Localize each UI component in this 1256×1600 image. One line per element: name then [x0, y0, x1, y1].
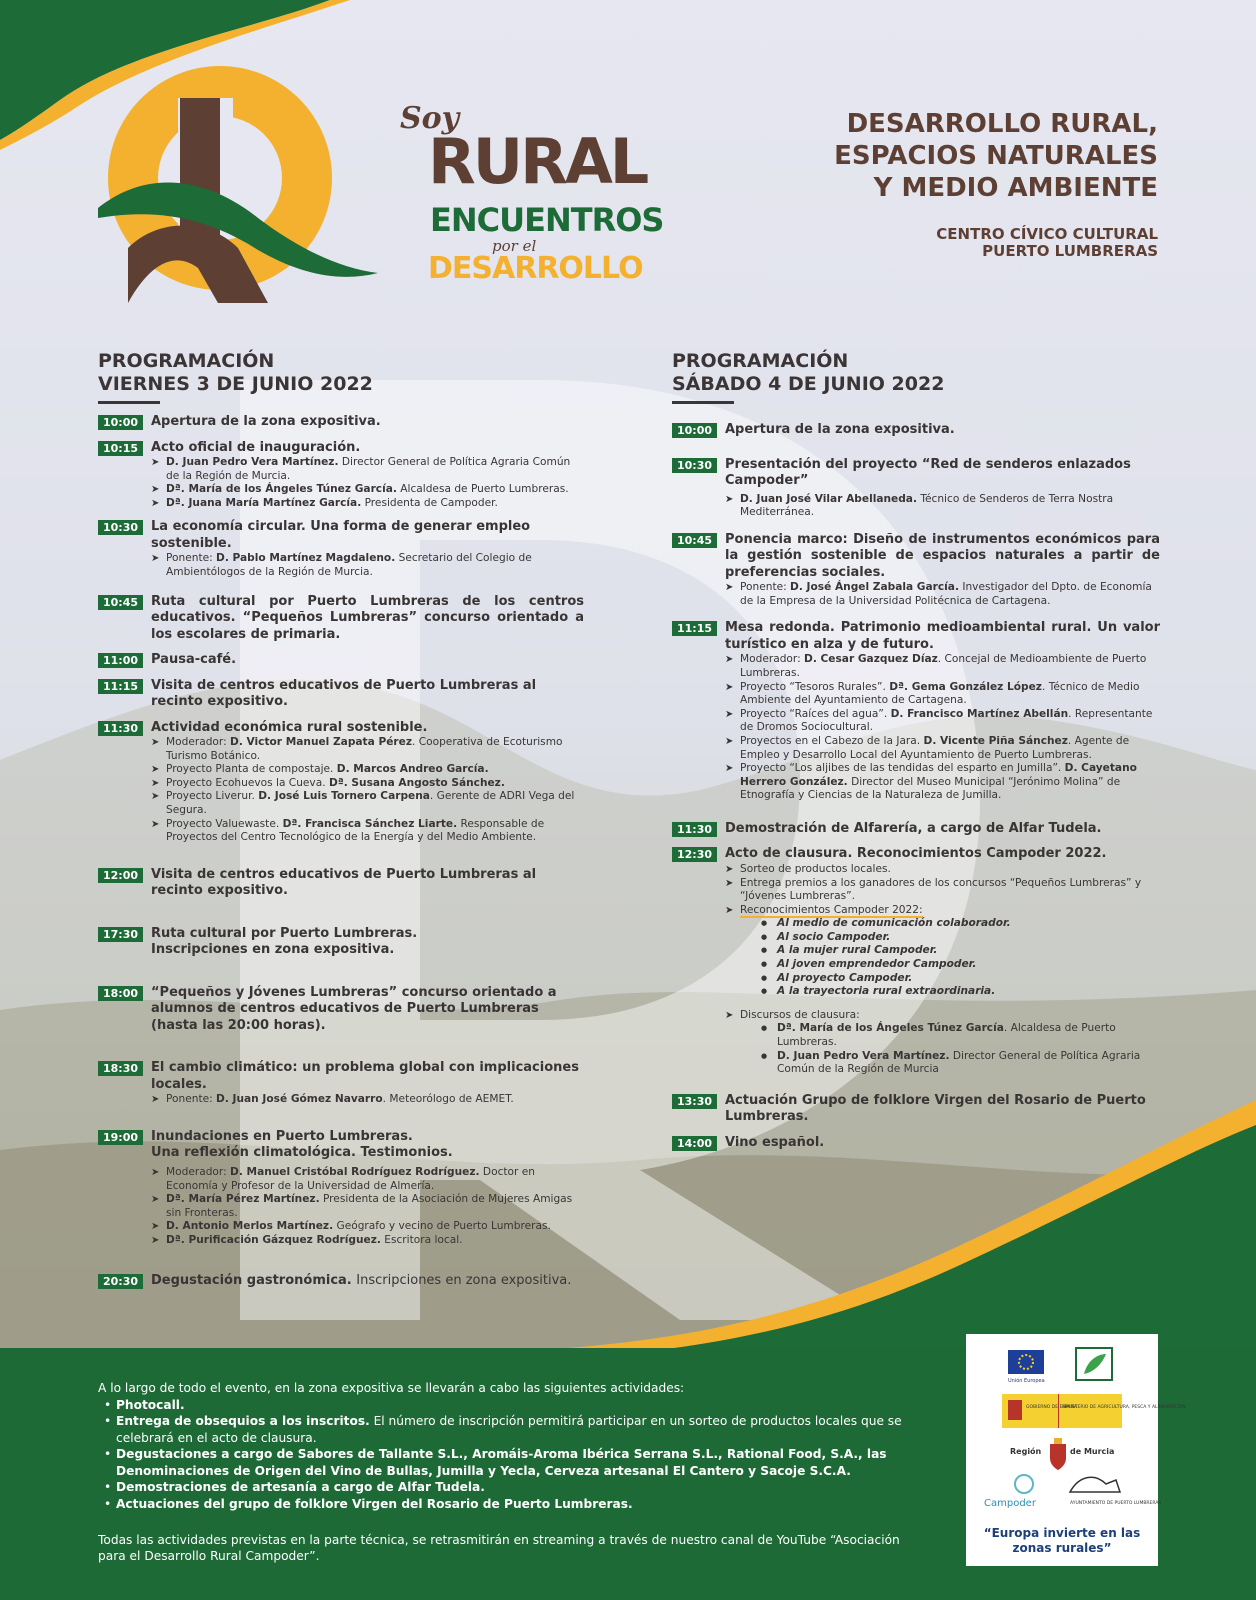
time-badge: 10:15	[98, 441, 143, 456]
campoder-label: Campoder	[984, 1498, 1036, 1509]
soy-rural-brand	[400, 88, 670, 288]
speaker: ➤ Ponente: D. José Ángel Zabala García. Investigador del Dpto. de Economía de la Empresa de la Universidad Politécnica de Cartagena.	[725, 581, 1160, 608]
recognitions-label: ➤ Reconocimientos Campoder 2022:	[725, 904, 1160, 918]
time-badge: 18:30	[98, 1061, 143, 1076]
friday-program	[98, 350, 584, 1299]
speaker: ➤ Proyecto “Tesoros Rurales”. Dª. Gema González López. Técnico de Medio Ambiente del Ayuntamiento de Cartagena.	[725, 681, 1160, 708]
slot-title: Visita de centros educativos de Puerto Lumbreras al recinto expositivo.	[151, 866, 537, 899]
campoder-r-logo	[98, 78, 388, 308]
speaker: ➤ Proyecto Liverur. D. José Luis Tornero Carpena. Gerente de ADRI Vega del Segura.	[151, 790, 584, 817]
speaker: ➤ Proyecto Ecohuevos la Cueva. Dª. Susana Angosto Sánchez.	[151, 777, 584, 791]
slot-sat-1115	[672, 620, 1160, 803]
europe-slogan: “Europa invierte en las zonas rurales”	[983, 1526, 1141, 1555]
streaming-note: Todas las actividades previstas en la parte técnica, se retrasmitirán en streaming a través de nuestro canal de YouTube “Asociación para el Desarrollo Rural Campoder”.	[98, 1533, 900, 1563]
slot-fri-1100	[98, 652, 584, 669]
slot-title: Ruta cultural por Puerto Lumbreras de los centros educativos. “Pequeños Lumbreras” concurso orientado a los escolares de primaria.	[151, 593, 584, 642]
slot-title: Ruta cultural por Puerto Lumbreras.	[151, 925, 418, 941]
speaker: ➤ Proyecto “Raíces del agua”. D. Francisco Martínez Abellán. Representante de Dromos Sociocultural.	[725, 708, 1160, 735]
gov-label: GOBIERNO DE ESPAÑA	[1026, 1405, 1078, 1410]
time-badge: 19:00	[98, 1130, 143, 1145]
title-rule	[98, 401, 160, 404]
slot-sat-1400	[672, 1135, 1160, 1152]
brand-soy: Soy	[400, 101, 460, 136]
time-badge: 10:30	[98, 520, 143, 535]
slot-title: Inundaciones en Puerto Lumbreras.	[151, 1128, 413, 1144]
speech-item: ● D. Juan Pedro Vera Martínez. Director General de Política Agraria Común de la Región de Murcia	[725, 1050, 1160, 1077]
slot-title: Mesa redonda. Patrimonio medioambiental rural. Un valor turístico en alza y de futuro.	[725, 620, 1160, 652]
slot-fri-1030	[98, 519, 584, 579]
award-item: ● Al medio de comunicación colaborador.	[725, 917, 1160, 931]
speaker: ➤ Proyecto Valuewaste. Dª. Francisca Sánchez Liarte. Responsable de Proyectos del Centro Tecnológico de la Energía y del Medio Ambiente.	[151, 818, 584, 845]
activity-item: • Photocall.	[98, 1397, 928, 1414]
brand-por-el: por el	[492, 237, 537, 255]
region-label-b: de Murcia	[1070, 1447, 1115, 1456]
time-badge: 11:30	[672, 822, 717, 837]
time-badge: 20:30	[98, 1274, 143, 1289]
speaker: ➤ Proyecto Planta de compostaje. D. Marcos Andreo García.	[151, 763, 584, 777]
slot-title: Apertura de la zona expositiva.	[151, 414, 381, 429]
award-item: ● Al proyecto Campoder.	[725, 972, 1160, 986]
time-badge: 12:00	[98, 868, 143, 883]
time-badge: 11:30	[98, 721, 143, 736]
slot-title: Degustación gastronómica.	[151, 1273, 352, 1289]
slot-sat-1330	[672, 1093, 1160, 1126]
speeches-label: ➤ Discursos de clausura:	[725, 1009, 1160, 1023]
speaker: ➤ Ponente: D. Pablo Martínez Magdaleno. Secretario del Colegio de Ambientólogos de la Región de Murcia.	[151, 552, 584, 579]
slot-title: Apertura de la zona expositiva.	[725, 422, 955, 437]
time-badge: 13:30	[672, 1094, 717, 1109]
slot-title: Actuación Grupo de folklore Virgen del Rosario de Puerto Lumbreras.	[725, 1092, 1146, 1125]
slot-title: Actividad económica rural sostenible.	[151, 719, 428, 735]
region-label-a: Región	[1010, 1447, 1042, 1456]
time-badge: 14:00	[672, 1136, 717, 1151]
eu-flag-icon	[1008, 1350, 1044, 1374]
saturday-date: SÁBADO 4 DE JUNIO 2022	[672, 373, 945, 395]
campoder-icon	[1015, 1475, 1033, 1493]
slot-title: Presentación del proyecto “Red de senderos enlazados Campoder”	[725, 456, 1131, 488]
venue: CENTRO CÍVICO CULTURAL PUERTO LUMBRERAS	[936, 225, 1158, 260]
slot-fri-1045	[98, 594, 584, 644]
speaker: ➤ Dª. Juana María Martínez García. Presidenta de Campoder.	[151, 497, 584, 511]
slot-fri-1000	[98, 414, 584, 431]
slot-sat-1230	[672, 846, 1160, 1076]
saturday-title: PROGRAMACIÓN	[672, 350, 849, 372]
award-item: ● Al socio Campoder.	[725, 931, 1160, 945]
activity-item: • Entrega de obsequios a los inscritos. El número de inscripción permitirá participar en un sorteo de productos locales que se celebrará en el acto de clausura.	[98, 1413, 928, 1446]
slot-fri-1830	[98, 1060, 584, 1107]
speaker: ➤ D. Antonio Merlos Martínez. Geógrafo y vecino de Puerto Lumbreras.	[151, 1220, 584, 1234]
title-rule	[672, 401, 734, 404]
speaker: ➤ Dª. Purificación Gázquez Rodríguez. Escritora local.	[151, 1234, 584, 1248]
time-badge: 11:00	[98, 653, 143, 668]
speaker: ➤ Proyectos en el Cabezo de la Jara. D. Vicente Piña Sánchez. Agente de Empleo y Desarrollo Local del Ayuntamiento de Puerto Lumbreras.	[725, 735, 1160, 762]
speaker: ➤ Dª. María de los Ángeles Túnez García. Alcaldesa de Puerto Lumbreras.	[151, 483, 584, 497]
time-badge: 10:00	[98, 415, 143, 430]
award-item: ● A la mujer rural Campoder.	[725, 944, 1160, 958]
headline-title: DESARROLLO RURAL, ESPACIOS NATURALES Y MEDIO AMBIENTE	[834, 109, 1158, 203]
slot-sat-1130	[672, 821, 1160, 838]
slot-subtitle: Inscripciones en zona expositiva.	[151, 942, 395, 958]
brand-desarrollo: DESARROLLO	[428, 251, 643, 286]
activities-intro: A lo largo de todo el evento, en la zona expositiva se llevarán a cabo las siguientes actividades:	[98, 1381, 685, 1395]
speaker: ➤ Moderador: D. Manuel Cristóbal Rodríguez Rodríguez. Doctor en Economía y Profesor de la Universidad de Almería.	[151, 1166, 584, 1193]
time-badge: 12:30	[672, 847, 717, 862]
slot-title: La economía circular. Una forma de generar empleo sostenible.	[151, 519, 531, 551]
time-badge: 11:15	[672, 621, 717, 636]
slot-sat-1030	[672, 457, 1160, 520]
spain-government-icon	[1002, 1394, 1122, 1428]
slot-title: Acto oficial de inauguración.	[151, 439, 361, 455]
time-badge: 11:15	[98, 679, 143, 694]
slot-subtitle: Inscripciones en zona expositiva.	[356, 1273, 572, 1289]
time-badge: 10:00	[672, 423, 717, 438]
slot-fri-1130	[98, 720, 584, 845]
activity-item: • Actuaciones del grupo de folklore Virgen del Rosario de Puerto Lumbreras.	[98, 1496, 928, 1513]
activity-item: • Demostraciones de artesanía a cargo de Alfar Tudela.	[98, 1479, 928, 1496]
slot-title: “Pequeños y Jóvenes Lumbreras” concurso orientado a alumnos de centros educativos de Puerto Lumbreras (hasta las 20:00 horas).	[151, 984, 557, 1033]
sponsor-logos	[966, 1334, 1186, 1566]
ayto-label: AYUNTAMIENTO DE PUERTO LUMBRERAS	[1070, 1501, 1162, 1506]
time-badge: 17:30	[98, 927, 143, 942]
speaker: ➤ D. Juan Pedro Vera Martínez. Director General de Política Agraria Común de la Región de Murcia.	[151, 456, 584, 483]
slot-title: Demostración de Alfarería, a cargo de Alfar Tudela.	[725, 820, 1102, 836]
award-item: ● Al joven emprendedor Campoder.	[725, 958, 1160, 972]
slot-fri-1900	[98, 1129, 584, 1248]
slot-fri-1730	[98, 926, 584, 959]
time-badge: 10:45	[672, 533, 717, 548]
time-badge: 10:45	[98, 595, 143, 610]
closing-item: ➤ Sorteo de productos locales.	[725, 863, 1160, 877]
speech-item: ● Dª. María de los Ángeles Túnez García. Alcaldesa de Puerto Lumbreras.	[725, 1022, 1160, 1049]
time-badge: 10:30	[672, 458, 717, 473]
speaker: ➤ Dª. María Pérez Martínez. Presidenta de la Asociación de Mujeres Amigas sin Fronteras.	[151, 1193, 584, 1220]
slot-title: Vino español.	[725, 1134, 825, 1150]
slot-title: Acto de clausura. Reconocimientos Campoder 2022.	[725, 846, 1107, 862]
friday-title: PROGRAMACIÓN	[98, 350, 275, 372]
slot-fri-2030	[98, 1273, 584, 1290]
closing-item: ➤ Entrega premios a los ganadores de los concursos “Pequeños Lumbreras” y “Jóvenes Lumbreras”.	[725, 877, 1160, 904]
slot-fri-1200	[98, 867, 584, 900]
slot-fri-1115	[98, 678, 584, 711]
slot-fri-1800	[98, 985, 584, 1035]
activity-item: • Degustaciones a cargo de Sabores de Tallante S.L., Aromáis-Aroma Ibérica Serrana S.L., Rational Food, S.A., las Denominaciones de Origen del Vino de Bullas, Jumilla y Yecla, Cerveza artesanal El Cantero y Sacoje S.C.A.	[98, 1446, 928, 1479]
speaker: ➤ Proyecto “Los aljibes de las tendidas del esparto en Jumilla”. D. Cayetano Herrero González. Director del Museo Municipal “Jerónimo Molina” de Etnografía y Ciencias de la Naturaleza de Jumilla.	[725, 762, 1160, 803]
time-badge: 18:00	[98, 986, 143, 1001]
slot-sat-1045	[672, 532, 1160, 609]
ministry-label: MINISTERIO DE AGRICULTURA, PESCA Y ALIMENTACIÓN	[1062, 1405, 1186, 1410]
leader-icon	[1076, 1348, 1112, 1380]
event-headline	[834, 108, 1158, 260]
puerto-lumbreras-icon	[1070, 1477, 1120, 1492]
brand-encuentros: ENCUENTROS	[430, 201, 664, 239]
brand-rural: RURAL	[428, 125, 647, 198]
speaker: ➤ Moderador: D. Cesar Gazquez Díaz. Concejal de Medioambiente de Puerto Lumbreras.	[725, 653, 1160, 680]
slot-title: El cambio climático: un problema global con implicaciones locales.	[151, 1060, 579, 1092]
saturday-program	[672, 350, 1160, 1160]
murcia-crest-icon	[1050, 1438, 1066, 1470]
slot-title: Ponencia marco: Diseño de instrumentos económicos para la gestión sostenible de espacios naturales a partir de preferencias sociales.	[725, 531, 1160, 580]
slot-subtitle: Una reflexión climatológica. Testimonios.	[151, 1145, 453, 1161]
eu-label: Unión Europea	[1008, 1378, 1045, 1384]
speaker: ➤ Moderador: D. Victor Manuel Zapata Pérez. Cooperativa de Ecoturismo Turismo Botánico.	[151, 736, 584, 763]
award-item: ● A la trayectoria rural extraordinaria.	[725, 985, 1160, 999]
speaker: ➤ D. Juan José Vilar Abellaneda. Técnico de Senderos de Terra Nostra Mediterránea.	[725, 493, 1160, 520]
slot-title: Visita de centros educativos de Puerto Lumbreras al recinto expositivo.	[151, 677, 537, 710]
friday-date: VIERNES 3 DE JUNIO 2022	[98, 373, 373, 395]
slot-fri-1015	[98, 440, 584, 511]
slot-title: Pausa-café.	[151, 652, 237, 668]
slot-sat-1000	[672, 422, 1160, 439]
activities-list	[98, 1380, 928, 1512]
speaker: ➤ Ponente: D. Juan José Gómez Navarro. Meteorólogo de AEMET.	[151, 1093, 584, 1107]
